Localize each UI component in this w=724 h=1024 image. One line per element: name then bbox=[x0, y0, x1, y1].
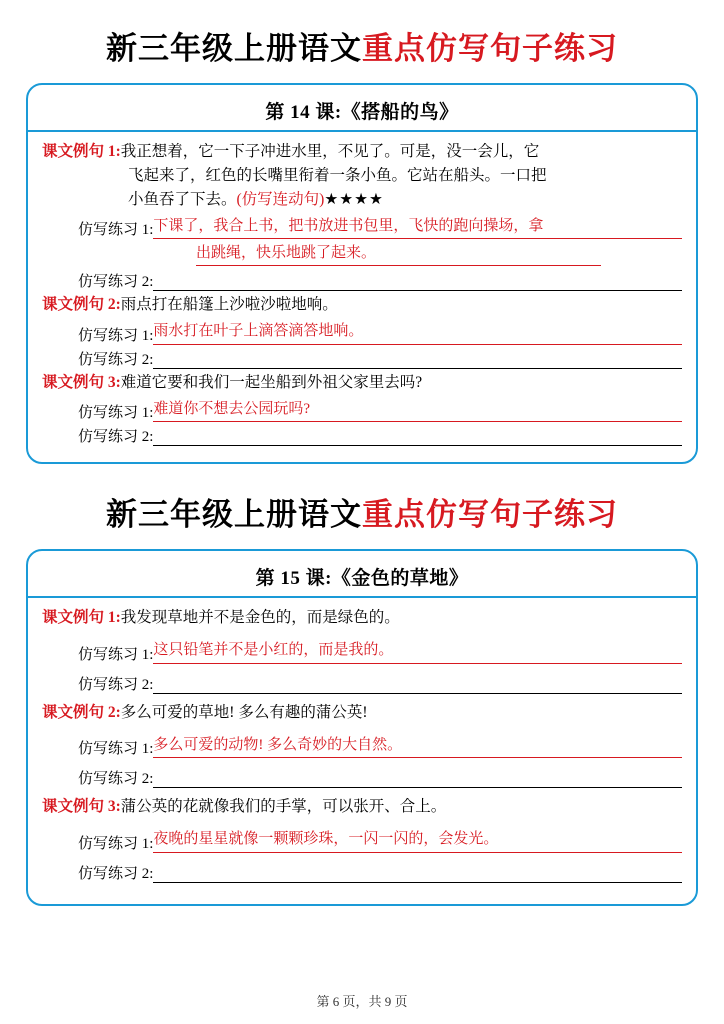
example-sentence-2 bbox=[42, 293, 682, 317]
example-text-2: 雨点打在船篷上沙啦沙啦地响。 bbox=[120, 296, 338, 314]
example-text-3: 难道它要和我们一起坐船到外祖父家里去吗? bbox=[120, 373, 423, 391]
practice-label-2-2: 仿写练习 2: bbox=[78, 351, 154, 368]
block-spacer bbox=[26, 464, 698, 474]
example-label-5: 课文例句 2: bbox=[42, 703, 121, 721]
practice-answer-1-2[interactable] bbox=[153, 271, 682, 291]
page-title-1-black: 新三年级上册语文 bbox=[106, 31, 362, 66]
page-title-1-red: 重点仿写句子练习 bbox=[362, 31, 618, 66]
practice-label-3-2: 仿写练习 2: bbox=[78, 429, 154, 446]
practice-answer-3-1[interactable]: 难道你不想去公园玩吗? bbox=[153, 398, 682, 423]
page-footer: 第 6 页，共 9 页 bbox=[316, 994, 408, 1009]
example-text-6: 蒲公英的花就像我们的手掌，可以张开、合上。 bbox=[120, 798, 447, 816]
example-sentence-1 bbox=[42, 140, 682, 212]
example-text-5: 多么可爱的草地! 多么有趣的蒲公英! bbox=[120, 703, 368, 721]
practice-row-4-2 bbox=[42, 673, 682, 694]
example-sentence-5 bbox=[42, 701, 682, 725]
page-title-2-red: 重点仿写句子练习 bbox=[362, 497, 618, 533]
practice-answer-4-2[interactable] bbox=[153, 674, 682, 694]
example-text-1-line3: 小鱼吞了下去。 bbox=[128, 190, 237, 208]
practice-label-5-2: 仿写练习 2: bbox=[78, 771, 154, 788]
practice-row-6-1 bbox=[42, 828, 682, 853]
practice-row-1-1-cont bbox=[42, 241, 682, 266]
example-text-1-line3-wrap bbox=[42, 188, 682, 212]
practice-row-5-2 bbox=[42, 767, 682, 788]
practice-label-3-1: 仿写练习 1: bbox=[78, 405, 154, 422]
practice-label-2-1: 仿写练习 1: bbox=[78, 327, 154, 344]
example-note-1: (仿写连动句) bbox=[236, 190, 325, 208]
practice-answer-4-1[interactable]: 这只铅笔并不是小红的，而是我的。 bbox=[153, 639, 682, 664]
card-divider-2 bbox=[28, 596, 696, 598]
practice-row-2-2 bbox=[42, 348, 682, 369]
practice-answer-6-2[interactable] bbox=[153, 863, 682, 883]
page-title-2-black: 新三年级上册语文 bbox=[106, 497, 362, 533]
practice-answer-6-1[interactable]: 夜晚的星星就像一颗颗珍珠，一闪一闪的，会发光。 bbox=[153, 828, 682, 853]
practice-answer-1-1-line2[interactable]: 出跳绳，快乐地跳了起来。 bbox=[196, 241, 601, 266]
practice-answer-5-1[interactable]: 多么可爱的动物! 多么奇妙的大自然。 bbox=[153, 734, 682, 759]
example-label-4: 课文例句 1: bbox=[42, 609, 121, 627]
practice-answer-2-2[interactable] bbox=[153, 349, 682, 369]
practice-label-1-1: 仿写练习 1: bbox=[78, 222, 154, 239]
practice-label-6-1: 仿写练习 1: bbox=[78, 835, 154, 852]
practice-answer-1-1[interactable]: 下课了，我合上书，把书放进书包里，飞快的跑向操场，拿 bbox=[153, 215, 682, 240]
practice-row-1-2 bbox=[42, 270, 682, 291]
practice-row-2-1 bbox=[42, 320, 682, 345]
example-sentence-3 bbox=[42, 371, 682, 395]
practice-row-5-1 bbox=[42, 734, 682, 759]
page-title-1 bbox=[26, 30, 698, 69]
practice-row-4-1 bbox=[42, 639, 682, 664]
example-label-3: 课文例句 3: bbox=[42, 373, 121, 391]
practice-label-4-2: 仿写练习 2: bbox=[78, 676, 154, 693]
example-text-1: 我正想着，它一下子冲进水里，不见了。可是，没一会儿，它 bbox=[120, 142, 540, 160]
example-label-1: 课文例句 1: bbox=[42, 142, 121, 160]
practice-answer-2-1[interactable]: 雨水打在叶子上滴答滴答地响。 bbox=[153, 320, 682, 345]
lesson-card-15 bbox=[26, 549, 698, 906]
card-divider bbox=[28, 130, 696, 132]
example-sentence-4 bbox=[42, 606, 682, 630]
example-label-2: 课文例句 2: bbox=[42, 296, 121, 314]
example-label-6: 课文例句 3: bbox=[42, 798, 121, 816]
lesson-card-14 bbox=[26, 83, 698, 465]
difficulty-stars-1: ★★★★ bbox=[324, 190, 384, 208]
practice-answer-3-2[interactable] bbox=[153, 426, 682, 446]
practice-row-3-2 bbox=[42, 425, 682, 446]
example-text-4: 我发现草地并不是金色的，而是绿色的。 bbox=[120, 609, 400, 627]
practice-label-6-2: 仿写练习 2: bbox=[78, 865, 154, 882]
practice-label-5-1: 仿写练习 1: bbox=[78, 741, 154, 758]
practice-label-4-1: 仿写练习 1: bbox=[78, 646, 154, 663]
example-sentence-6 bbox=[42, 795, 682, 819]
practice-row-6-2 bbox=[42, 862, 682, 883]
lesson-card-15-title: 第 15 课:《金色的草地》 bbox=[255, 568, 469, 590]
page-title-2 bbox=[26, 496, 698, 535]
practice-label-1-2: 仿写练习 2: bbox=[78, 274, 154, 291]
lesson-card-14-title: 第 14 课:《搭船的鸟》 bbox=[265, 101, 459, 123]
practice-row-3-1 bbox=[42, 398, 682, 423]
practice-answer-5-2[interactable] bbox=[153, 768, 682, 788]
practice-row-1-1 bbox=[42, 215, 682, 240]
example-text-1-line2: 飞起来了，红色的长嘴里衔着一条小鱼。它站在船头。一口把 bbox=[128, 166, 547, 184]
